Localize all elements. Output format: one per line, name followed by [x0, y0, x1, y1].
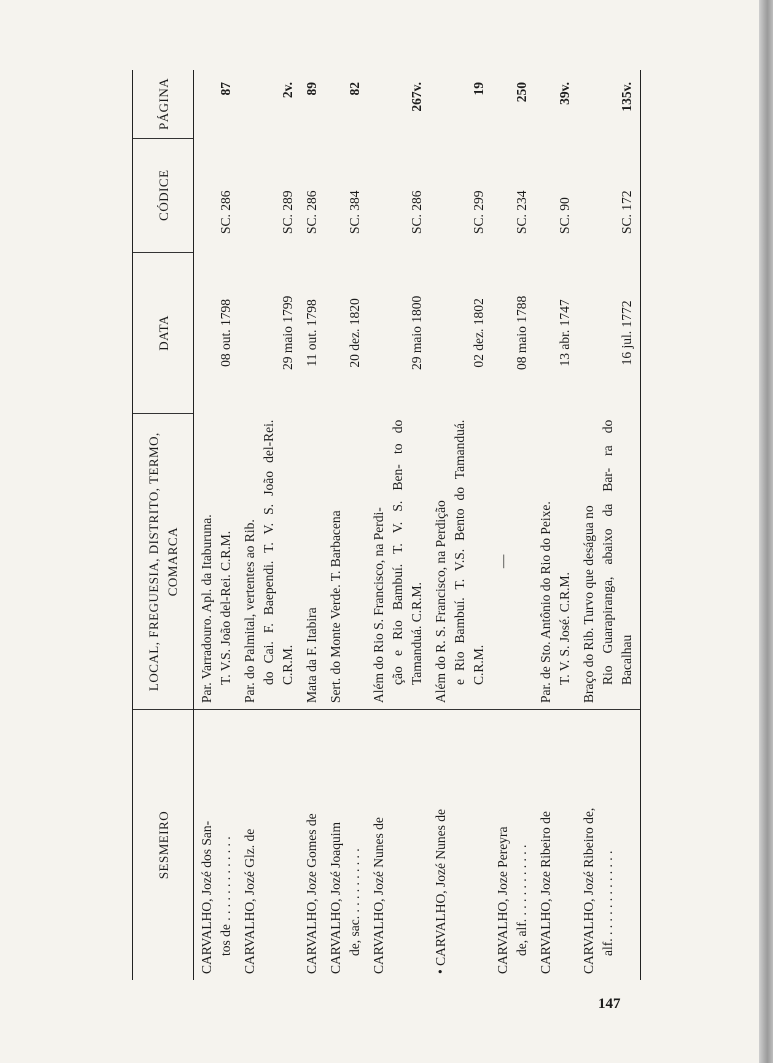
data-cell: 20 dez. 1820	[347, 298, 362, 368]
header-local: LOCAL, FREGUESIA, DISTRITO, TERMO, COMARCA	[133, 414, 194, 710]
codice-cell: SC. 234	[514, 190, 529, 235]
header-data: DATA	[133, 252, 194, 414]
header-pagina: PÁGINA	[133, 70, 194, 138]
local-cell: Par. Varradouro. Apl. da Itaburuna. T. V.S. João del-Rei. C.R.M.	[194, 414, 238, 710]
header-sesmeiro: SESMEIRO	[133, 710, 194, 980]
local-cell: Sert. do Monte Verde. T. Barbacena	[323, 414, 366, 710]
sesmarias-table	[132, 70, 641, 980]
pagina-cell: 19	[471, 82, 486, 96]
pagina-cell: 39v.	[557, 82, 572, 105]
codice-cell: SC. 299	[471, 190, 486, 235]
data-cell: 13 abr. 1747	[557, 299, 572, 367]
codice-cell: SC. 289	[280, 190, 295, 235]
local-cell: Mata da F. Itabira	[299, 414, 323, 710]
table-row	[237, 70, 299, 980]
local-cell: Par. do Palmital, vertentes ao Rib. do Cai. F. Baependi. T. V. S. João del-Rei. C.R.M.	[237, 414, 299, 710]
header-row	[133, 70, 194, 980]
page-number: 147	[598, 996, 621, 1012]
sesmeiro-cell: CARVALHO, Jozé Ribeiro de, alf. . . . . . . . . . . . . .	[576, 710, 641, 980]
table-row	[490, 70, 533, 980]
table-row	[194, 70, 238, 980]
sesmeiro-cell: CARVALHO, Joze Ribeiro de	[538, 811, 553, 974]
pagina-cell: 87	[218, 82, 233, 96]
pagina-cell: 135v.	[576, 70, 641, 138]
codice-cell: SC. 286	[409, 190, 424, 235]
local-cell: Braço do Rib. Turvo que deságua no Rio Guarapiranga, abaixo da Bar- ra do Bacalhau	[576, 414, 641, 710]
codice-cell: SC. 90	[557, 197, 572, 235]
codice-cell: SC. 286	[304, 190, 319, 235]
local-cell: —	[490, 414, 533, 710]
table-row	[576, 70, 641, 980]
local-cell: Par. de Sto. Antônio do Rio do Peixe. T. V. S. José. C.R.M.	[533, 414, 576, 710]
sesmeiro-cell: CARVALHO, Joze Pereyra de, alf. . . . . . . . . . . .	[495, 826, 529, 974]
rotated-table-wrapper	[132, 70, 652, 980]
data-cell: 16 jul. 1772	[576, 252, 641, 414]
table-row	[299, 70, 323, 980]
pagina-cell: 2v.	[280, 82, 295, 99]
sesmeiro-cell: CARVALHO, Jozé Joaquim de, sac. . . . . . . . . . .	[328, 821, 362, 974]
codice-cell: SC. 286	[218, 190, 233, 235]
local-cell: Além do Rio S. Francisco, na Perdi- ção e Rio Bambuí. T. V. S. Ben- to do Tamanduá. C.R.M.	[366, 414, 428, 710]
page-binding-edge	[759, 0, 773, 1063]
codice-cell: SC. 172	[576, 138, 641, 252]
data-cell: 08 maio 1788	[514, 295, 529, 371]
table-row	[428, 70, 490, 980]
local-cell: Além do R. S. Francisco, na Perdição e Rio Bambuí. T. V.S. Bento do Tamanduá. C.R.M.	[428, 414, 490, 710]
pagina-cell: 89	[304, 82, 319, 96]
pagina-cell: 267v.	[409, 82, 424, 112]
sesmeiro-cell: CARVALHO, Jozé Nunes de	[371, 817, 386, 974]
data-cell: 29 maio 1800	[409, 295, 424, 371]
codice-cell: SC. 384	[347, 190, 362, 235]
table-row	[366, 70, 428, 980]
table-row	[533, 70, 576, 980]
data-cell: 02 dez. 1802	[471, 298, 486, 368]
pagina-cell: 250	[514, 82, 529, 103]
sesmeiro-cell: CARVALHO, Jozé Glz. de	[242, 828, 257, 974]
sesmeiro-cell: CARVALHO, Jozé dos San- tos de . . . . . . . . . . . . .	[199, 820, 233, 974]
sesmeiro-cell: CARVALHO, Joze Gomes de	[304, 813, 319, 974]
sesmeiro-cell: • CARVALHO, Jozé Nunes de	[433, 808, 448, 974]
data-cell: 29 maio 1799	[280, 295, 295, 371]
pagina-cell: 82	[347, 82, 362, 96]
data-cell: 08 out. 1798	[218, 298, 233, 367]
table-row	[323, 70, 366, 980]
data-cell: 11 out. 1798	[304, 299, 319, 367]
header-codice: CÓDICE	[133, 138, 194, 252]
